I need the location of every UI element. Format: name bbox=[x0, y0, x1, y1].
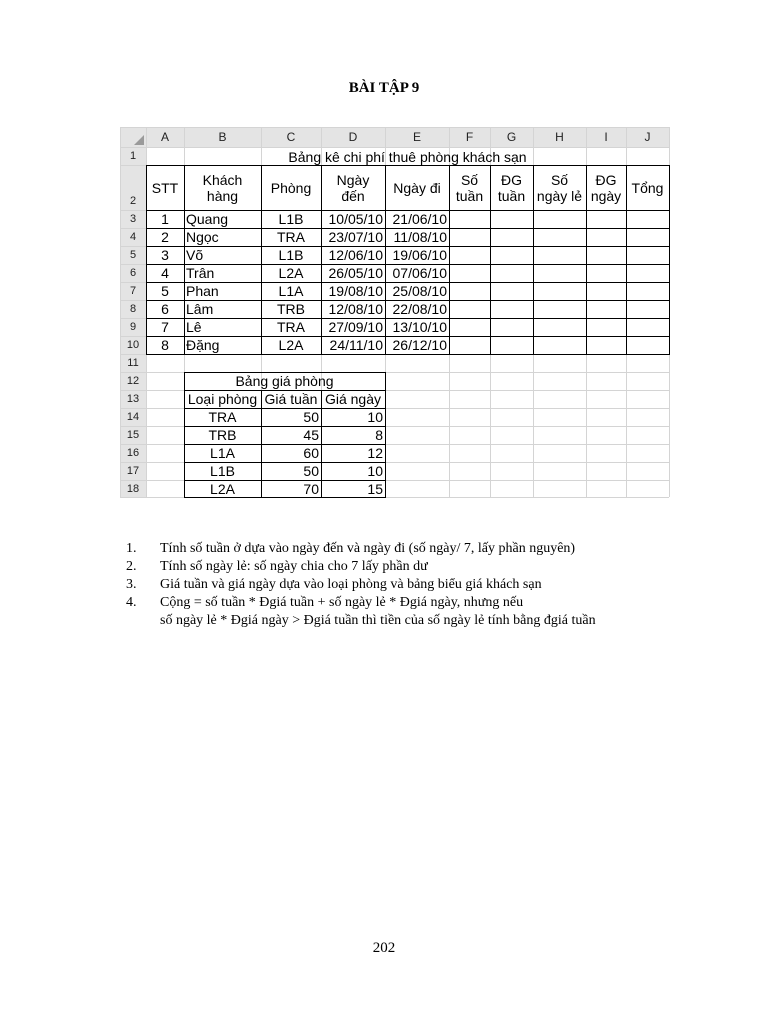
price-table-title: Bảng giá phòng bbox=[235, 373, 334, 389]
cell-ngay-den: 23/07/10 bbox=[328, 229, 383, 245]
header-ngay-di bbox=[385, 165, 449, 210]
row-header-4[interactable]: 4 bbox=[120, 228, 146, 246]
price-border-h bbox=[184, 444, 386, 445]
cell-ngay-den: 12/06/10 bbox=[328, 247, 383, 263]
instructions bbox=[126, 540, 686, 630]
header-tong bbox=[626, 165, 669, 210]
border-v bbox=[385, 165, 386, 355]
border-v bbox=[146, 165, 147, 355]
price-cell-gia-ngay: 10 bbox=[367, 463, 383, 479]
price-cell-gia-ngay: 10 bbox=[367, 409, 383, 425]
cell-ngay-di: 19/06/10 bbox=[392, 247, 447, 263]
border-v bbox=[669, 165, 670, 355]
cell-phong: L2A bbox=[278, 265, 304, 281]
border-v bbox=[449, 165, 450, 355]
instruction-item bbox=[126, 594, 686, 630]
header-text-line: ngày lẻ bbox=[536, 187, 583, 204]
row-header-14[interactable]: 14 bbox=[120, 408, 146, 426]
border-h bbox=[146, 246, 670, 247]
row-header-17[interactable]: 17 bbox=[120, 462, 146, 480]
header-text-line: Số bbox=[460, 171, 479, 188]
border-v bbox=[586, 165, 587, 355]
cell-khach-hang: Ngọc bbox=[186, 229, 219, 245]
column-header-B[interactable]: B bbox=[184, 127, 261, 147]
instruction-text: Tính số ngày lẻ: số ngày chia cho 7 lấy phần dư bbox=[160, 559, 428, 574]
cell-phong: TRB bbox=[277, 301, 305, 317]
price-cell-gia-ngay: 12 bbox=[367, 445, 383, 461]
cell-khach-hang: Lâm bbox=[186, 301, 214, 317]
spreadsheet bbox=[120, 127, 669, 497]
price-border-v bbox=[261, 390, 262, 498]
select-all-corner[interactable] bbox=[120, 127, 146, 147]
cell-stt: 5 bbox=[161, 283, 169, 299]
column-header-J[interactable]: J bbox=[626, 127, 669, 147]
price-cell-loai-phong: L1B bbox=[210, 463, 235, 479]
row-header-15[interactable]: 15 bbox=[120, 426, 146, 444]
cell-ngay-den: 12/08/10 bbox=[328, 301, 383, 317]
row-header-10[interactable]: 10 bbox=[120, 336, 146, 354]
price-cell-gia-ngay: 8 bbox=[375, 427, 383, 443]
header-text-line: tuần bbox=[497, 187, 526, 204]
row-header-13[interactable]: 13 bbox=[120, 390, 146, 408]
cell-stt: 7 bbox=[161, 319, 169, 335]
price-cell-loai-phong: TRB bbox=[208, 427, 237, 443]
header-text-line: Tổng bbox=[631, 179, 664, 196]
cell-ngay-den: 19/08/10 bbox=[328, 283, 383, 299]
page-number: 202 bbox=[372, 940, 396, 956]
cell-ngay-di: 22/08/10 bbox=[392, 301, 447, 317]
cell-khach-hang: Quang bbox=[186, 211, 229, 227]
cell-ngay-den: 24/11/10 bbox=[329, 337, 383, 353]
gridline-h bbox=[120, 147, 669, 148]
header-text-line: ĐG bbox=[501, 171, 522, 188]
header-text-line: Ngày đi bbox=[393, 179, 441, 196]
cell-stt: 4 bbox=[161, 265, 169, 281]
cell-khach-hang: Đặng bbox=[186, 337, 220, 353]
border-v bbox=[533, 165, 534, 355]
header-text-line: đến bbox=[341, 187, 365, 204]
price-cell-gia-tuan: 50 bbox=[303, 463, 319, 479]
header-phong bbox=[261, 165, 321, 210]
header-text-line: Ngày bbox=[336, 171, 370, 188]
price-border-h bbox=[184, 408, 386, 409]
price-header-3: Giá ngày bbox=[324, 391, 382, 407]
price-cell-gia-tuan: 60 bbox=[303, 445, 319, 461]
header-text-line: ĐG bbox=[595, 171, 617, 188]
row-header-1[interactable]: 1 bbox=[120, 147, 146, 165]
row-header-7[interactable]: 7 bbox=[120, 282, 146, 300]
price-border-top bbox=[184, 372, 386, 373]
header-text-line: STT bbox=[151, 179, 179, 196]
price-cell-gia-tuan: 50 bbox=[303, 409, 319, 425]
price-cell-gia-tuan: 45 bbox=[303, 427, 319, 443]
cell-ngay-den: 26/05/10 bbox=[328, 265, 383, 281]
row-header-16[interactable]: 16 bbox=[120, 444, 146, 462]
cell-khach-hang: Võ bbox=[186, 247, 204, 263]
instruction-item bbox=[126, 558, 686, 576]
instruction-number: 3. bbox=[126, 577, 137, 592]
price-header-2: Giá tuần bbox=[264, 391, 318, 407]
border-v bbox=[261, 165, 262, 355]
cell-ngay-di: 11/08/10 bbox=[393, 229, 447, 245]
instruction-text: số ngày lẻ * Đgiá ngày > Đgiá tuần thì tiền của số ngày lẻ tính bằng đgiá tuần bbox=[160, 613, 596, 628]
row-header-8[interactable]: 8 bbox=[120, 300, 146, 318]
gridline-v bbox=[120, 127, 121, 497]
cell-ngay-den: 10/05/10 bbox=[328, 211, 383, 227]
border-h bbox=[146, 354, 670, 355]
border-h bbox=[146, 264, 670, 265]
price-border-h bbox=[184, 390, 386, 391]
column-header-H[interactable]: H bbox=[533, 127, 586, 147]
cell-ngay-di: 26/12/10 bbox=[392, 337, 447, 353]
cell-phong: TRA bbox=[277, 319, 305, 335]
column-header-C[interactable]: C bbox=[261, 127, 321, 147]
price-cell-loai-phong: TRA bbox=[208, 409, 237, 425]
cell-ngay-di: 25/08/10 bbox=[392, 283, 447, 299]
price-border-v bbox=[321, 390, 322, 498]
column-header-I[interactable]: I bbox=[586, 127, 626, 147]
cell-stt: 8 bbox=[161, 337, 169, 353]
header-text-line: tuần bbox=[455, 187, 484, 204]
cell-ngay-di: 07/06/10 bbox=[392, 265, 447, 281]
row-header-11[interactable]: 11 bbox=[120, 354, 146, 372]
cell-ngay-di: 13/10/10 bbox=[392, 319, 447, 335]
price-cell-gia-tuan: 70 bbox=[303, 481, 319, 497]
cell-khach-hang: Lê bbox=[186, 319, 202, 335]
cell-stt: 1 bbox=[161, 211, 169, 227]
row-header-3[interactable]: 3 bbox=[120, 210, 146, 228]
border-v bbox=[321, 165, 322, 355]
price-header-1: Loại phòng bbox=[187, 391, 258, 407]
instruction-text: Giá tuần và giá ngày dựa vào loại phòng và bảng biểu giá khách sạn bbox=[160, 577, 542, 592]
column-header-A[interactable]: A bbox=[146, 127, 184, 147]
row-header-12[interactable]: 12 bbox=[120, 372, 146, 390]
cell-ngay-di: 21/06/10 bbox=[392, 211, 447, 227]
border-h bbox=[146, 300, 670, 301]
cell-khach-hang: Phan bbox=[186, 283, 219, 299]
price-cell-gia-ngay: 15 bbox=[367, 481, 383, 497]
price-border-right bbox=[385, 372, 386, 498]
border-v bbox=[626, 165, 627, 355]
cell-stt: 3 bbox=[161, 247, 169, 263]
price-border-h bbox=[184, 497, 386, 498]
header-text-line: Số bbox=[550, 171, 569, 188]
header-so-tuan bbox=[449, 165, 490, 210]
header-text-line: ngày bbox=[590, 187, 622, 204]
column-header-F[interactable]: F bbox=[449, 127, 490, 147]
price-cell-loai-phong: L2A bbox=[210, 481, 235, 497]
table-title: Bảng kê chi phí thuê phòng khách sạn bbox=[288, 149, 527, 165]
cell-ngay-den: 27/09/10 bbox=[328, 319, 383, 335]
instruction-number: 4. bbox=[126, 595, 137, 610]
border-h bbox=[146, 165, 670, 166]
cell-phong: L1A bbox=[278, 283, 304, 299]
header-khach-hang bbox=[184, 165, 261, 210]
cell-phong: L2A bbox=[278, 337, 304, 353]
border-h bbox=[146, 336, 670, 337]
page-title: BÀI TẬP 9 bbox=[348, 80, 420, 96]
instruction-text: Cộng = số tuần * Đgiá tuần + số ngày lẻ * Đgiá ngày, nhưng nếu bbox=[160, 595, 524, 610]
price-border-h bbox=[184, 426, 386, 427]
instructions-list bbox=[126, 540, 686, 630]
header-stt bbox=[146, 165, 184, 210]
border-h bbox=[146, 282, 670, 283]
column-header-G[interactable]: G bbox=[490, 127, 533, 147]
row-header-18[interactable]: 18 bbox=[120, 480, 146, 497]
row-header-5[interactable]: 5 bbox=[120, 246, 146, 264]
column-header-E[interactable]: E bbox=[385, 127, 449, 147]
price-border-h bbox=[184, 462, 386, 463]
row-header-9[interactable]: 9 bbox=[120, 318, 146, 336]
border-h bbox=[146, 210, 670, 211]
cell-phong: TRA bbox=[277, 229, 305, 245]
header-dg-tuan bbox=[490, 165, 533, 210]
instruction-text: Tính số tuần ở dựa vào ngày đến và ngày đi (số ngày/ 7, lấy phần nguyên) bbox=[160, 541, 576, 556]
cell-phong: L1B bbox=[278, 247, 304, 263]
instruction-item bbox=[126, 576, 686, 594]
instruction-item bbox=[126, 540, 686, 558]
instruction-number: 2. bbox=[126, 559, 137, 574]
price-cell-loai-phong: L1A bbox=[210, 445, 235, 461]
column-header-D[interactable]: D bbox=[321, 127, 385, 147]
border-v bbox=[490, 165, 491, 355]
border-h bbox=[146, 318, 670, 319]
cell-phong: L1B bbox=[278, 211, 304, 227]
row-header-6[interactable]: 6 bbox=[120, 264, 146, 282]
header-ngay-den bbox=[321, 165, 385, 210]
row-header-2[interactable]: 2 bbox=[120, 165, 146, 210]
header-so-ngay-le bbox=[533, 165, 586, 210]
select-all-triangle-icon bbox=[134, 135, 144, 145]
instruction-number: 1. bbox=[126, 541, 137, 556]
price-border-h bbox=[184, 480, 386, 481]
cell-khach-hang: Trân bbox=[186, 265, 215, 281]
cell-stt: 6 bbox=[161, 301, 169, 317]
border-h bbox=[146, 228, 670, 229]
cell-stt: 2 bbox=[161, 229, 169, 245]
header-text-line: hàng bbox=[206, 187, 239, 204]
header-text-line: Phòng bbox=[270, 179, 312, 196]
border-v bbox=[184, 165, 185, 355]
price-border-left bbox=[184, 372, 185, 498]
header-dg-ngay bbox=[586, 165, 626, 210]
header-text-line: Khách bbox=[202, 171, 243, 188]
gridline-h bbox=[120, 127, 669, 128]
